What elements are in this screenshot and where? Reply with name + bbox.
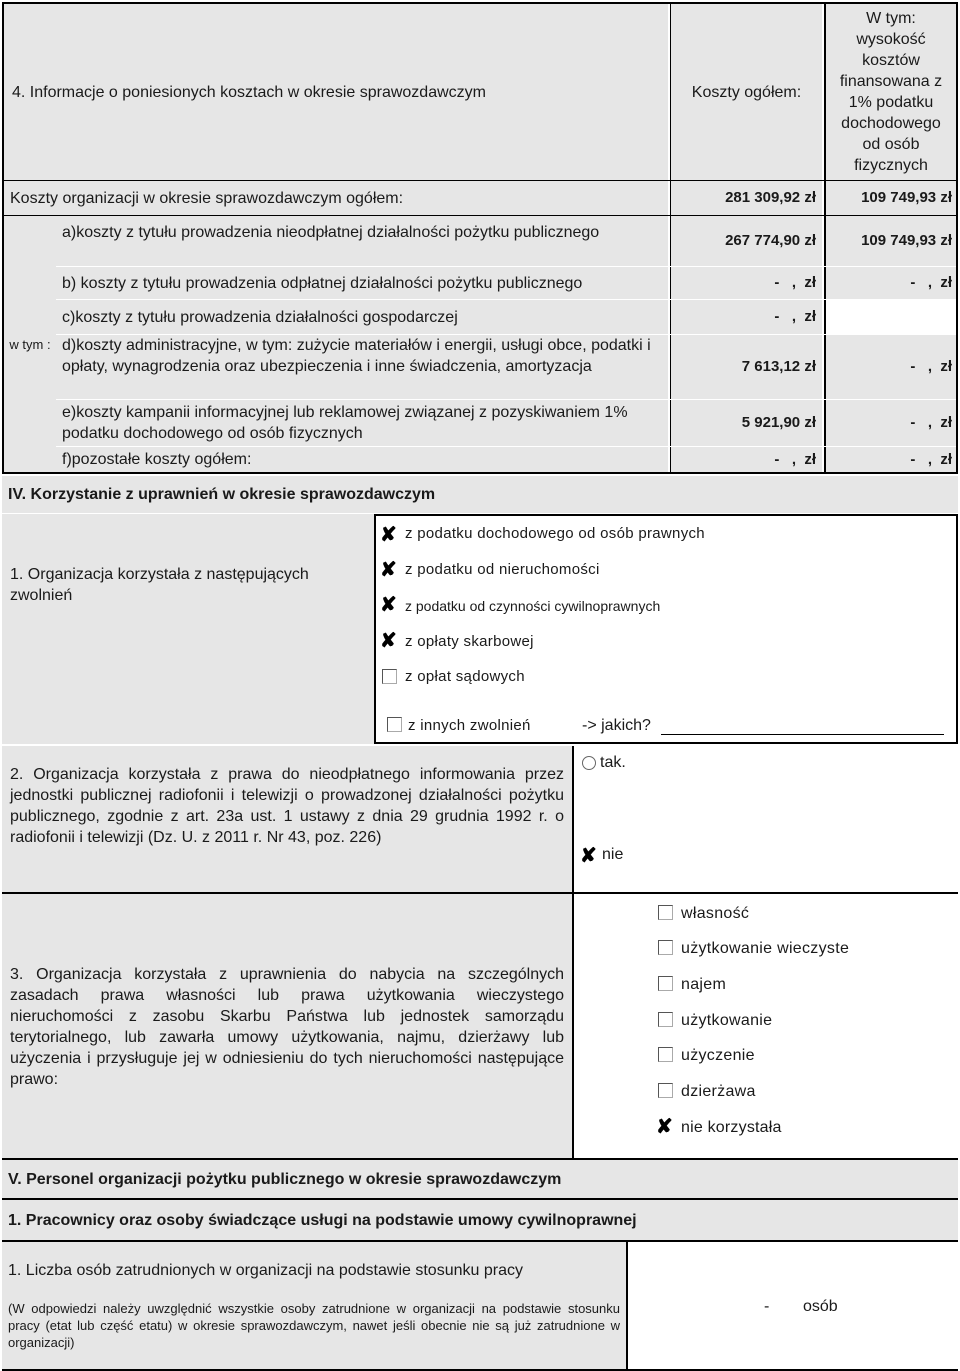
v-q1-label: 1. Liczba osób zatrudnionych w organizacji na podstawie stosunku pracy <box>8 1262 523 1279</box>
q1-other-prompt: -> jakich? <box>582 717 651 734</box>
cost-row-d-1pct: - , zł <box>824 335 956 399</box>
col-total-header: Koszty ogółem: <box>670 4 822 180</box>
section-v-subtitle: 1. Pracownicy oraz osoby świadczące usługi na podstawie umowy cywilnoprawnej <box>2 1200 958 1240</box>
cost-row-c-value: - , zł <box>670 300 822 334</box>
q3-option-4-label: użyczenie <box>681 1047 755 1064</box>
cost-row-a-value: 267 774,90 zł <box>670 216 822 266</box>
cost-row-c-1pct <box>824 300 956 334</box>
q2-label: 2. Organizacja korzystała z prawa do nieodpłatnego informowania przez jednostki publicznej radiofonii i telewizji o prowadzonej działalności pożytku publicznego, zgodnie z art. 23a ust. 1 ustawy z dnia 29 grudnia 1992 r. o radiofonii i telewizji (Dz. U. z 2011 r. Nr 43, poz. 226) <box>2 746 572 892</box>
costs-total-1pct: 109 749,93 zł <box>824 181 956 215</box>
q1-cell <box>2 514 374 744</box>
x-mark-icon[interactable]: ✘ <box>656 1116 673 1138</box>
empty-checkbox-icon[interactable] <box>658 1047 673 1062</box>
cost-row-f-value: - , zł <box>670 447 822 472</box>
v-q1-note: (W odpowiedzi należy uwzględnić wszystkie osoby zatrudnione w organizacji na podstawie stosunku pracy (etat lub część etatu) w okresie sprawozdawczym, nawet jeśli obecnie nie są już zatrudnione w organizacji) <box>8 1301 620 1350</box>
q3-label: 3. Organizacja korzystała z uprawnienia do nabycia na szczególnych zasadach prawa własności lub prawa użytkowania wieczystego nieruchomości z zasobu Skarbu Państwa lub jednostek samorządu terytorialnego, lub zawarła umowy użytkowania, najmu, dzierżawy lub użyczenia i przysługuje jej w odniesieniu do tych nieruchomości następujące prawo: <box>2 894 572 1158</box>
cost-row-d-value: 7 613,12 zł <box>670 335 822 399</box>
q1-other-input[interactable] <box>661 718 944 735</box>
costs-total-value: 281 309,92 zł <box>670 181 822 215</box>
cost-row-b-value: - , zł <box>670 267 822 299</box>
empty-checkbox-icon[interactable] <box>658 940 673 955</box>
v-q1-answer-box <box>626 1242 958 1369</box>
q1-option-1-label: z podatku od nieruchomości <box>405 561 600 578</box>
cost-row-c-label: c)koszty z tytułu prowadzenia działalności gospodarczej <box>56 300 668 334</box>
q3-option-1-label: użytkowanie wieczyste <box>681 940 850 957</box>
section-v-title: V. Personel organizacji pożytku publicznego w okresie sprawozdawczym <box>2 1160 958 1198</box>
costs-total-label: Koszty organizacji w okresie sprawozdawczym ogółem: <box>4 181 668 215</box>
x-mark-icon[interactable]: ✘ <box>380 524 397 546</box>
v-q1-unit: osób <box>803 1298 838 1315</box>
v-q1-cell <box>2 1242 626 1369</box>
q1-option-4-label: z opłat sądowych <box>405 668 525 685</box>
x-mark-icon[interactable]: ✘ <box>380 594 397 616</box>
cost-row-a-1pct: 109 749,93 zł <box>824 216 956 266</box>
q1-option-5-label: z innych zwolnień <box>408 717 531 734</box>
empty-checkbox-icon[interactable] <box>658 905 673 920</box>
q3-option-6-label: nie korzystała <box>681 1119 782 1136</box>
cost-row-e-value: 5 921,90 zł <box>670 400 822 446</box>
q1-option-3-label: z opłaty skarbowej <box>405 633 534 650</box>
cost-row-f-1pct: - , zł <box>824 447 956 472</box>
q1-option-2-label: z podatku od czynności cywilnoprawnych <box>405 598 661 614</box>
costs-title: 4. Informacje o poniesionych kosztach w okresie sprawozdawczym <box>4 4 668 180</box>
x-mark-icon[interactable]: ✘ <box>580 845 597 867</box>
empty-checkbox-icon[interactable] <box>658 1012 673 1027</box>
empty-checkbox-icon[interactable] <box>658 976 673 991</box>
col-1pct-header: W tym: wysokość kosztów finansowana z 1% podatku dochodowego od osób fizycznych <box>824 4 956 180</box>
q2-options-box <box>572 746 958 892</box>
radio-icon[interactable] <box>582 756 596 770</box>
x-mark-icon[interactable]: ✘ <box>380 559 397 581</box>
cost-row-d-label: d)koszty administracyjne, w tym: zużycie materiałów i energii, usługi obce, podatki i opłaty, wynagrodzenia oraz ubezpieczenia i inne świadczenia, amortyzacja <box>56 335 668 399</box>
q1-label: 1. Organizacja korzystała z następujących zwolnień <box>10 566 309 604</box>
q3-option-5-label: dzierżawa <box>681 1083 756 1100</box>
q2-yes-label: tak. <box>600 754 626 771</box>
v-q1-value[interactable]: - <box>764 1298 770 1315</box>
cost-row-a-label: a)koszty z tytułu prowadzenia nieodpłatnej działalności pożytku publicznego <box>56 216 668 266</box>
x-mark-icon[interactable]: ✘ <box>380 630 397 652</box>
q3-option-3-label: użytkowanie <box>681 1012 773 1029</box>
cost-row-e-label: e)koszty kampanii informacyjnej lub reklamowej związanej z pozyskiwaniem 1% podatku dochodowego od osób fizycznych <box>56 400 668 446</box>
section-iv-title: IV. Korzystanie z uprawnień w okresie sprawozdawczym <box>2 476 958 514</box>
q3-option-0-label: własność <box>681 905 750 922</box>
empty-checkbox-icon[interactable] <box>382 669 397 684</box>
q3-option-2-label: najem <box>681 976 727 993</box>
cost-row-f-label: f)pozostałe koszty ogółem: <box>56 447 668 472</box>
cost-row-e-1pct: - , zł <box>824 400 956 446</box>
q1-options-box <box>374 514 958 744</box>
costs-table <box>2 2 958 474</box>
empty-checkbox-icon[interactable] <box>658 1083 673 1098</box>
q1-option-0-label: z podatku dochodowego od osób prawnych <box>405 525 705 542</box>
empty-checkbox-icon[interactable] <box>387 717 402 732</box>
q2-no-label: nie <box>602 846 624 863</box>
cost-row-b-1pct: - , zł <box>824 267 956 299</box>
w-tym-label: w tym : <box>4 216 56 472</box>
cost-row-b-label: b) koszty z tytułu prowadzenia odpłatnej działalności pożytku publicznego <box>56 267 668 299</box>
